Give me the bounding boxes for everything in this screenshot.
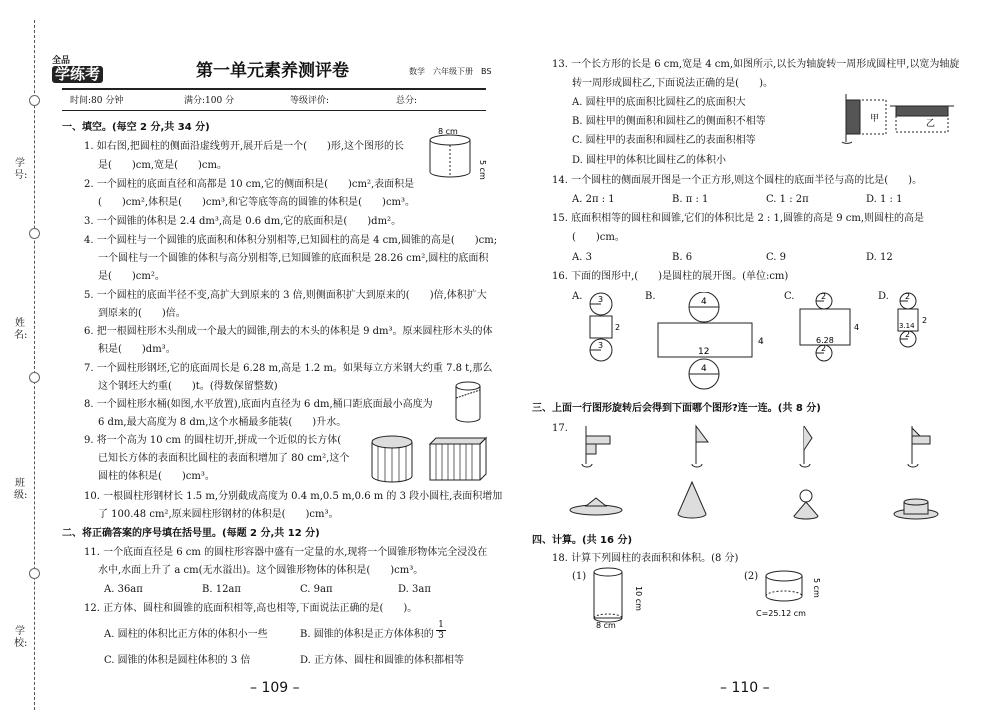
logo-text: 学练考 [52, 66, 103, 83]
page-number-right: – 110 – [720, 680, 770, 696]
binding-hole [29, 568, 40, 579]
q9-cylinder-cut-figure [370, 432, 488, 488]
side-label-xingming: 姓 名: [14, 318, 35, 341]
q15-option-c: C. 9 [766, 252, 787, 263]
side-label-xuexiao: 学 校: [14, 626, 35, 649]
logo-text-small: 全品 [52, 56, 71, 66]
q18a-height: 10 cm [634, 586, 643, 611]
q8-line-1: 8. 一个圆柱形水桶(如图,水平放置),底面内直径为 6 dm,桶口距底面最小高度为 [84, 399, 433, 410]
q4-line-3: 是( )cm²。 [98, 271, 165, 282]
q13-line-1: 13. 一个长方形的长是 6 cm,宽是 4 cm,如图所示,以长为轴旋转一周形成圆柱甲,以宽为轴旋 [552, 59, 960, 70]
q18b-circumference: C=25.12 cm [756, 609, 806, 618]
q12-option-a: A. 圆柱的体积比正方体的体积小一些 [104, 629, 268, 640]
binding-hole [29, 372, 40, 383]
q4-line-1: 4. 一个圆柱与一个圆锥的底面积和体积分别相等,已知圆柱的高是 4 cm,圆锥的高是( )cm; [84, 235, 498, 246]
q1-fig-height-label: 5 cm [478, 160, 487, 180]
q8-line-2: 6 dm,最大高度为 8 dm,这个水桶最多能装( )升水。 [98, 417, 347, 428]
q14-line-1: 14. 一个圆柱的侧面展开图是一个正方形,则这个圆柱的底面半径与高的比是( )。 [552, 175, 923, 186]
q16d-radius: 2 [905, 292, 911, 301]
side-label-banji: 班 级: [14, 478, 35, 501]
q13-option-c: C. 圆柱甲的表面积和圆柱乙的表面积相等 [572, 135, 756, 146]
q13-option-d: D. 圆柱甲的体积比圆柱乙的体积小 [572, 155, 727, 166]
header-rule [62, 88, 486, 90]
fraction-denominator: 3 [436, 630, 446, 641]
page-title: 第一单元素养测评卷 [196, 61, 349, 81]
q9-line-3: 圆柱的体积是( )cm³。 [98, 471, 215, 482]
q13-rotation-figure [840, 90, 955, 150]
q11-line-1: 11. 一个底面直径是 6 cm 的圆柱形容器中盛有一定量的水,现将一个圆锥形物体完全浸没在 [84, 547, 488, 558]
q12-fraction [436, 620, 446, 641]
q6-line-2: 积是( )dm³。 [98, 344, 176, 355]
q16-label-d: D. [878, 291, 889, 302]
meta-total: 总分: [396, 96, 418, 106]
q2-line-2: ( )cm²,体积是( )cm³,和它等底等高的圆锥的体积是( )cm³。 [98, 197, 416, 208]
q17-label: 17. [552, 423, 568, 434]
q5-line-2: 到原来的( )倍。 [98, 308, 186, 319]
q6-line-1: 6. 把一根圆柱形木头削成一个最大的圆锥,削去的木头的体积是 9 dm³。原来圆柱形木头的体 [84, 326, 493, 337]
q16d-radius-2: 2 [905, 330, 911, 339]
q5-line-1: 5. 一个圆柱的底面半径不变,高扩大到原来的 3 倍,则侧面积扩大到原来的( )倍,体积扩大 [84, 290, 487, 301]
q16b-radius: 4 [701, 297, 707, 307]
q16-line-1: 16. 下面的图形中,( )是圆柱的展开图。(单位:cm) [552, 271, 789, 282]
q10-line-1: 10. 一根圆柱形钢材长 1.5 m,分别截成高度为 0.4 m,0.5 m,0.6 m 的 3 段小圆柱,表面积增加 [84, 491, 503, 502]
q14-option-a: A. 2π : 1 [572, 194, 615, 205]
binding-line [34, 20, 35, 710]
q18-line-1: 18. 计算下列圆柱的表面积和体积。(8 分) [552, 553, 739, 564]
q16a-radius: 3 [598, 295, 604, 304]
section-3-heading: 三、上面一行图形旋转后会得到下面哪个图形?连一连。(共 8 分) [532, 403, 821, 414]
q1-fig-diameter-label: 8 cm [438, 127, 458, 136]
q1-line-1: 1. 如右图,把圆柱的侧面沿虚线剪开,展开后是一个( )形,这个图形的长 [84, 141, 405, 152]
q12-option-c: C. 圆锥的体积是圆柱体积的 3 倍 [104, 655, 251, 666]
q18a-diameter: 8 cm [596, 621, 616, 630]
meta-time: 时间:80 分钟 [70, 96, 124, 106]
q15-line-1: 15. 底面积相等的圆柱和圆锥,它们的体积比是 2 : 1,圆锥的高是 9 cm,则圆柱的高是 [552, 213, 925, 224]
q11-option-c: C. 9aπ [300, 584, 333, 595]
q16d-height: 2 [922, 316, 928, 325]
q8-bucket-figure [452, 378, 486, 426]
q11-option-a: A. 36aπ [104, 584, 143, 595]
q16-net-a [584, 292, 624, 364]
q16c-width: 6.28 [816, 336, 834, 345]
q12-line-1: 12. 正方体、圆柱和圆锥的底面积相等,高也相等,下面说法正确的是( )。 [84, 603, 418, 614]
q16d-width: 3.14 [899, 322, 915, 330]
q18b-height: 5 cm [812, 578, 821, 598]
q13-option-b: B. 圆柱甲的侧面积和圆柱乙的侧面积不相等 [572, 116, 766, 127]
subject-info: 数学 六年级下册 BS [409, 67, 492, 76]
q16-label-b: B. [645, 291, 656, 302]
section-1-heading: 一、填空。(每空 2 分,共 34 分) [62, 122, 210, 133]
q16-label-a: A. [572, 291, 583, 302]
q1-cylinder-figure [420, 124, 490, 184]
q12-option-d: D. 正方体、圆柱和圆锥的体积都相等 [300, 655, 465, 666]
q16-net-b [654, 292, 772, 392]
brand-logo [52, 56, 112, 84]
q16b-height: 4 [758, 337, 764, 347]
q16c-radius-2: 2 [821, 344, 827, 353]
q11-option-d: D. 3aπ [398, 584, 431, 595]
q16-net-c [796, 292, 866, 362]
q15-option-a: A. 3 [572, 252, 592, 263]
q16c-height: 4 [854, 323, 860, 332]
q13-yi-label: 乙 [926, 119, 936, 129]
meta-score: 满分:100 分 [184, 96, 235, 106]
binding-hole [29, 228, 40, 239]
q13-jia-label: 甲 [870, 114, 880, 124]
q16-net-d [892, 292, 932, 356]
q14-option-b: B. π : 1 [672, 194, 709, 205]
q13-option-a: A. 圆柱甲的底面积比圆柱乙的底面积大 [572, 97, 746, 108]
meta-grade: 等级评价: [290, 96, 330, 106]
q10-line-2: 了 100.48 cm²,原来圆柱形钢材的体积是( )cm³。 [98, 509, 339, 520]
q18-cylinder-1-figure [590, 564, 660, 630]
page-number-left: – 109 – [250, 680, 300, 696]
q16c-radius: 2 [821, 292, 827, 301]
fraction-numerator: 1 [438, 620, 444, 630]
section-4-heading: 四、计算。(共 16 分) [532, 535, 633, 546]
q14-option-c: C. 1 : 2π [766, 194, 809, 205]
q15-option-d: D. 12 [866, 252, 893, 263]
q9-line-1: 9. 将一个高为 10 cm 的圆柱切开,拼成一个近似的长方体( [84, 435, 342, 446]
q18-part2-label: (2) [744, 571, 759, 582]
q14-option-d: D. 1 : 1 [866, 194, 903, 205]
q4-line-2: 一个圆柱与一个圆锥的体积与高分别相等,已知圆锥的底面积是 28.26 cm²,圆柱的底面积 [98, 253, 489, 264]
q16b-radius-2: 4 [701, 364, 707, 374]
q1-line-2: 是( )cm,宽是( )cm。 [98, 160, 227, 171]
q16a-height: 2 [615, 323, 621, 332]
q16a-radius-2: 3 [598, 341, 604, 350]
q18-part1-label: (1) [572, 571, 587, 582]
q3-line-1: 3. 一个圆锥的体积是 2.4 dm³,高是 0.6 dm,它的底面积是( )dm²。 [84, 216, 402, 227]
q16-label-c: C. [784, 291, 795, 302]
q13-line-2: 转一周形成圆柱乙,下面说法正确的是( )。 [572, 78, 773, 89]
meta-rule [62, 110, 486, 111]
q17-rotation-match-figure [560, 420, 980, 530]
side-label-xuehao: 学 号: [14, 158, 35, 181]
q11-line-2: 水中,水面上升了 a cm(无水溢出)。这个圆锥形物体的体积是( )cm³。 [98, 565, 424, 576]
q9-line-2: 已知长方体的表面积比圆柱的表面积增加了 80 cm²,这个 [98, 453, 350, 464]
q16b-width: 12 [698, 347, 710, 357]
q7-line-2: 这个钢坯大约重( )t。(得数保留整数) [98, 381, 278, 392]
section-2-heading: 二、将正确答案的序号填在括号里。(每题 2 分,共 12 分) [62, 528, 320, 539]
q7-line-1: 7. 一个圆柱形钢坯,它的底面周长是 6.28 m,高是 1.2 m。如果每立方米钢大约重 7.8 t,那么 [84, 363, 493, 374]
q2-line-1: 2. 一个圆柱的底面直径和高都是 10 cm,它的侧面积是( )cm²,表面积是 [84, 179, 415, 190]
binding-hole [29, 95, 40, 106]
q18-cylinder-2-figure [756, 566, 846, 622]
q15-line-2: ( )cm。 [572, 232, 625, 243]
q12-option-b: B. 圆锥的体积是正方体体积的 [300, 629, 434, 640]
q15-option-b: B. 6 [672, 252, 693, 263]
q11-option-b: B. 12aπ [202, 584, 241, 595]
